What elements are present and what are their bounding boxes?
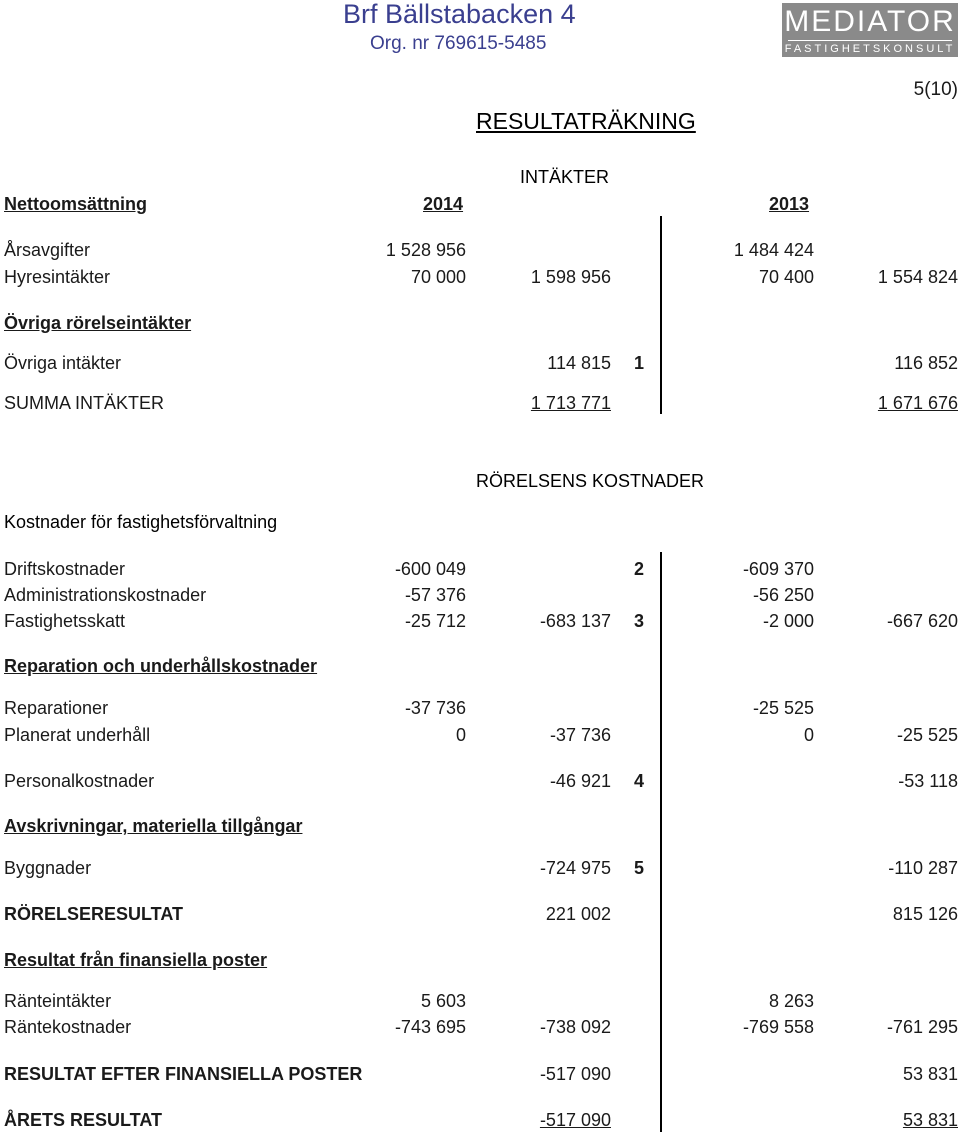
value-2013-total: -25 525 bbox=[896, 725, 958, 745]
value-2013-total: -53 118 bbox=[898, 771, 958, 791]
logo-wordmark: MEDIATOR bbox=[784, 5, 956, 38]
row-label: Övriga intäkter bbox=[4, 353, 122, 373]
value-2014-detail: -57 376 bbox=[404, 585, 466, 605]
section-heading-costs: RÖRELSENS KOSTNADER bbox=[476, 471, 705, 491]
logo-divider bbox=[788, 40, 952, 41]
table-row bbox=[0, 610, 960, 632]
table-row bbox=[0, 857, 960, 879]
logo-subtitle: FASTIGHETSKONSULT bbox=[784, 43, 956, 55]
row-label: Ränteintäkter bbox=[4, 991, 112, 1011]
value-2014-total: 221 002 bbox=[545, 904, 611, 924]
value-2013-total: 815 126 bbox=[892, 904, 958, 924]
value-2014-total: -46 921 bbox=[549, 771, 611, 791]
value-2013-total: -667 620 bbox=[886, 611, 958, 631]
value-2014-detail: 70 000 bbox=[410, 267, 466, 287]
group-heading-repairs: Reparation och underhållskostnader bbox=[4, 656, 318, 676]
mediator-logo bbox=[782, 3, 958, 57]
value-2013-detail: 0 bbox=[803, 725, 814, 745]
group-heading-other-income: Övriga rörelseintäkter bbox=[4, 313, 192, 333]
table-row bbox=[0, 697, 960, 719]
value-2013-detail: -769 558 bbox=[742, 1017, 814, 1037]
column-divider-costs bbox=[660, 552, 662, 1132]
table-row bbox=[0, 903, 960, 925]
value-2014-detail: 0 bbox=[455, 725, 466, 745]
note-ref: 5 bbox=[634, 858, 645, 878]
value-2014-total: -37 736 bbox=[549, 725, 611, 745]
section-heading-income: INTÄKTER bbox=[520, 167, 610, 187]
value-2014-total: -738 092 bbox=[539, 1017, 611, 1037]
note-ref: 4 bbox=[634, 771, 645, 791]
year-current: 2014 bbox=[423, 194, 464, 214]
table-row bbox=[0, 770, 960, 792]
row-label: SUMMA INTÄKTER bbox=[4, 393, 165, 413]
row-label: Administrationskostnader bbox=[4, 585, 207, 605]
value-2013-total: -110 287 bbox=[888, 858, 958, 878]
page-number: 5(10) bbox=[913, 79, 958, 100]
value-2013-detail: -25 525 bbox=[752, 698, 814, 718]
value-2013-total: 1 554 824 bbox=[877, 267, 958, 287]
table-row bbox=[0, 392, 960, 414]
group-heading-depreciation: Avskrivningar, materiella tillgångar bbox=[4, 816, 303, 836]
value-2013-detail: -609 370 bbox=[742, 559, 814, 579]
row-label: Personalkostnader bbox=[4, 771, 155, 791]
note-ref: 1 bbox=[634, 353, 645, 373]
note-ref: 2 bbox=[634, 559, 645, 579]
value-2013-detail: -2 000 bbox=[762, 611, 814, 631]
value-2013-total: -761 295 bbox=[886, 1017, 958, 1037]
year-prior: 2013 bbox=[769, 194, 810, 214]
table-row bbox=[0, 724, 960, 746]
row-label: ÅRETS RESULTAT bbox=[4, 1110, 162, 1130]
value-2014-detail: -37 736 bbox=[404, 698, 466, 718]
value-2013-total: 1 671 676 bbox=[877, 393, 958, 413]
value-2014-detail: 1 528 956 bbox=[385, 240, 466, 260]
table-row bbox=[0, 990, 960, 1012]
table-row bbox=[0, 558, 960, 580]
value-2013-total: 53 831 bbox=[902, 1110, 958, 1130]
value-2014-detail: 5 603 bbox=[420, 991, 466, 1011]
table-row bbox=[0, 1063, 960, 1085]
table-row bbox=[0, 1016, 960, 1038]
value-2013-detail: 1 484 424 bbox=[733, 240, 814, 260]
row-label: Reparationer bbox=[4, 698, 109, 718]
organization-number: Org. nr 769615-5485 bbox=[370, 33, 547, 54]
value-2013-total: 116 852 bbox=[894, 353, 958, 373]
row-label: Byggnader bbox=[4, 858, 92, 878]
value-2014-total: 1 598 956 bbox=[530, 267, 611, 287]
group-heading-net-sales: Nettoomsättning bbox=[4, 194, 147, 214]
row-label: Driftskostnader bbox=[4, 559, 126, 579]
value-2014-total: -724 975 bbox=[539, 858, 611, 878]
row-label: Räntekostnader bbox=[4, 1017, 132, 1037]
value-2014-total: -683 137 bbox=[539, 611, 611, 631]
table-row bbox=[0, 352, 960, 374]
row-label: Fastighetsskatt bbox=[4, 611, 126, 631]
page-title: RESULTATRÄKNING bbox=[476, 108, 696, 134]
value-2014-total: 114 815 bbox=[547, 353, 611, 373]
value-2013-detail: 70 400 bbox=[758, 267, 814, 287]
row-label: RESULTAT EFTER FINANSIELLA POSTER bbox=[4, 1064, 363, 1084]
table-row bbox=[0, 1109, 960, 1131]
table-row bbox=[0, 266, 960, 288]
value-2014-total: 1 713 771 bbox=[530, 393, 611, 413]
table-row bbox=[0, 239, 960, 261]
value-2013-detail: 8 263 bbox=[768, 991, 814, 1011]
value-2014-detail: -743 695 bbox=[394, 1017, 466, 1037]
value-2014-detail: -25 712 bbox=[404, 611, 466, 631]
group-heading-property-management: Kostnader för fastighetsförvaltning bbox=[4, 512, 278, 532]
row-label: Årsavgifter bbox=[4, 240, 91, 260]
value-2014-total: -517 090 bbox=[539, 1110, 611, 1130]
row-label: Planerat underhåll bbox=[4, 725, 151, 745]
value-2013-detail: -56 250 bbox=[752, 585, 814, 605]
table-row bbox=[0, 584, 960, 606]
note-ref: 3 bbox=[634, 611, 645, 631]
row-label: RÖRELSERESULTAT bbox=[4, 904, 183, 924]
association-name: Brf Bällstabacken 4 bbox=[343, 0, 576, 29]
value-2014-detail: -600 049 bbox=[394, 559, 466, 579]
row-label: Hyresintäkter bbox=[4, 267, 111, 287]
value-2013-total: 53 831 bbox=[902, 1064, 958, 1084]
value-2014-total: -517 090 bbox=[539, 1064, 611, 1084]
group-heading-financial: Resultat från finansiella poster bbox=[4, 950, 268, 970]
